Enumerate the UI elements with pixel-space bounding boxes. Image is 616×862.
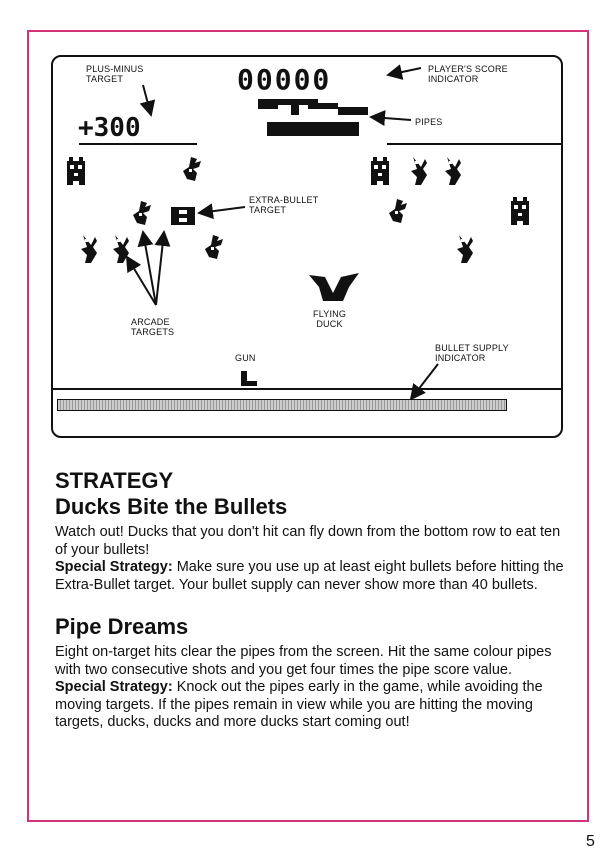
player-score-label-line2: INDICATOR xyxy=(428,74,479,84)
section1-special-text: Make sure you use up at least eight bullets before hitting the Extra-Bullet target. Your bullet supply can never show more than 40 bullets. xyxy=(55,559,564,593)
arcade-targets-label-line2: TARGETS xyxy=(131,327,175,337)
section2-special xyxy=(55,679,565,732)
bullet-supply-arrow xyxy=(411,364,438,399)
flying-duck-label-line1: FLYING xyxy=(313,309,347,319)
section2-special-text: Knock out the pipes early in the game, while avoiding the moving targets. If the pipes remain in view while you are hitting the moving targets, ducks, ducks and more ducks start coming out! xyxy=(55,679,543,730)
flying-duck-label-line2: DUCK xyxy=(316,319,343,329)
owl-target-icon xyxy=(511,197,529,225)
arcade-targets-label-line1: ARCADE xyxy=(131,317,170,327)
rabbit-target-icon xyxy=(445,157,461,185)
game-screen-diagram xyxy=(51,55,563,438)
section2-body: Eight on-target hits clear the pipes from the screen. Hit the same colour pipes with two consecutive shots and you get four times the pipe score value. xyxy=(55,644,552,678)
duck-target-icon xyxy=(389,199,407,223)
owl-target-icon xyxy=(371,157,389,185)
duck-target-icon xyxy=(133,201,151,225)
flying-duck-icon xyxy=(309,273,359,301)
section1-special xyxy=(55,559,565,594)
bullet-supply-bar xyxy=(57,399,507,411)
section2-special-label: Special Strategy: xyxy=(55,679,173,695)
section1-special-label: Special Strategy: xyxy=(55,559,173,575)
extra-bullet-label-line1: EXTRA-BULLET xyxy=(249,195,319,205)
strategy-section xyxy=(55,468,565,732)
rabbit-target-icon xyxy=(81,235,97,263)
diagram-graphics xyxy=(53,57,563,438)
section2-title: Pipe Dreams xyxy=(55,614,189,639)
bullet-supply-label-line2: INDICATOR xyxy=(435,353,486,363)
plus-minus-arrow xyxy=(143,85,151,115)
bullet-supply-label-line1: BULLET SUPPLY xyxy=(435,343,509,353)
extra-bullet-label-line2: TARGET xyxy=(249,205,287,215)
page-number: 5 xyxy=(586,833,595,850)
plus-minus-label-line1: PLUS-MINUS xyxy=(86,64,144,74)
player-score-label-line1: PLAYER'S SCORE xyxy=(428,64,508,74)
rabbit-target-icon xyxy=(411,157,427,185)
arcade-arrow xyxy=(156,232,164,305)
section1-title: Ducks Bite the Bullets xyxy=(55,494,288,519)
score-arrow xyxy=(388,68,421,75)
duck-target-icon xyxy=(183,157,201,181)
extra-bullet-target-icon xyxy=(171,207,195,225)
plus-minus-display: +300 xyxy=(78,113,141,143)
gun-icon xyxy=(241,371,257,386)
strategy-heading: STRATEGY xyxy=(55,468,174,493)
gun-label: GUN xyxy=(235,353,256,363)
player-score-display: 00000 xyxy=(237,63,332,96)
extra-bullet-arrow xyxy=(199,207,245,213)
owl-target-icon xyxy=(67,157,85,185)
plus-minus-label-line2: TARGET xyxy=(86,74,124,84)
duck-target-icon xyxy=(205,235,223,259)
pipes-arrow xyxy=(371,117,411,120)
rabbit-target-icon xyxy=(113,235,129,263)
section1-body: Watch out! Ducks that you don't hit can fly down from the bottom row to eat ten of your bullets! xyxy=(55,524,561,558)
pipes-label: PIPES xyxy=(415,117,443,127)
rabbit-target-icon xyxy=(457,235,473,263)
